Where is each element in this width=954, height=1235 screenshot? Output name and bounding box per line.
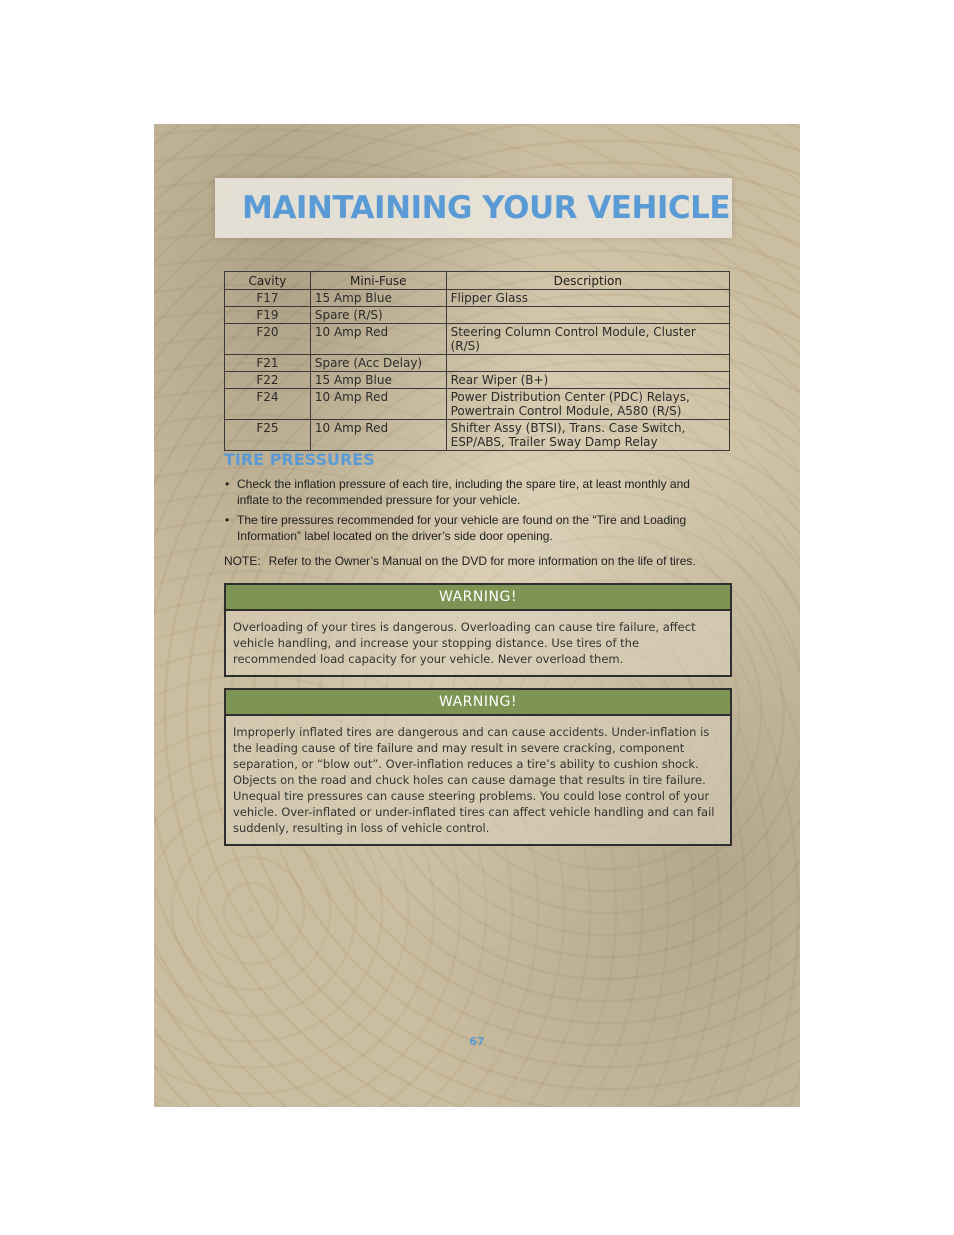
warning-header: WARNING! bbox=[226, 690, 730, 716]
fuse-table bbox=[224, 271, 730, 451]
cavity-cell: F19 bbox=[225, 307, 311, 324]
fuse-cell: 10 Amp Red bbox=[310, 420, 446, 451]
bullet-text: The tire pressures recommended for your vehicle are found on the “Tire and Loading Information” label located on the driver’s side door opening. bbox=[237, 513, 687, 543]
cavity-cell: F17 bbox=[225, 290, 311, 307]
table-row bbox=[225, 420, 730, 451]
page-number: 67 bbox=[469, 1035, 485, 1048]
note-text: Refer to the Owner’s Manual on the DVD for more information on the life of tires. bbox=[268, 554, 696, 568]
description-line: Shifter Assy (BTSI), Trans. Case Switch, bbox=[450, 421, 686, 435]
table-row bbox=[225, 324, 730, 355]
description-cell bbox=[446, 307, 729, 324]
fuse-cell: 15 Amp Blue bbox=[310, 372, 446, 389]
section-heading-tire-pressures: TIRE PRESSURES bbox=[224, 450, 375, 469]
cavity-cell: F25 bbox=[225, 420, 311, 451]
list-item bbox=[224, 512, 724, 544]
description-cell bbox=[446, 389, 729, 420]
page-title: MAINTAINING YOUR VEHICLE bbox=[242, 190, 731, 226]
bullet-text: Check the inflation pressure of each tire, including the spare tire, at least monthly and inflate to the recommended pressure for your vehicle. bbox=[237, 477, 690, 507]
column-header-description: Description bbox=[446, 272, 729, 290]
description-cell bbox=[446, 420, 729, 451]
warning-header: WARNING! bbox=[226, 585, 730, 611]
fuse-cell: Spare (Acc Delay) bbox=[310, 355, 446, 372]
fuse-cell: 15 Amp Blue bbox=[310, 290, 446, 307]
column-header-mini-fuse: Mini-Fuse bbox=[310, 272, 446, 290]
cavity-cell: F22 bbox=[225, 372, 311, 389]
table-row bbox=[225, 355, 730, 372]
note-label: NOTE: bbox=[224, 554, 261, 568]
table-header-row bbox=[225, 272, 730, 290]
bullet-icon: • bbox=[225, 513, 230, 527]
description-cell: Rear Wiper (B+) bbox=[446, 372, 729, 389]
description-line: Power Distribution Center (PDC) Relays, bbox=[450, 390, 690, 404]
table-row bbox=[225, 389, 730, 420]
cavity-cell: F20 bbox=[225, 324, 311, 355]
column-header-cavity: Cavity bbox=[225, 272, 311, 290]
warning-box-overloading bbox=[224, 583, 732, 677]
note bbox=[224, 554, 734, 568]
cavity-cell: F24 bbox=[225, 389, 311, 420]
table-row bbox=[225, 290, 730, 307]
table-row bbox=[225, 307, 730, 324]
manual-page bbox=[154, 124, 800, 1107]
warning-text: Improperly inflated tires are dangerous and can cause accidents. Under-inflation is the leading cause of tire failure and may result in severe cracking, component separation, or “blow out”. Over-inflation reduces a tire’s ability to cushion shock. Objects on the road and chuck holes can cause damage that results in tire failure. Unequal tire pressures can cause steering problems. You could lose control of your vehicle. Over-inflated or under-inflated tires can affect vehicle handling and can fail suddenly, resulting in loss of vehicle control. bbox=[233, 725, 715, 835]
fuse-cell: Spare (R/S) bbox=[310, 307, 446, 324]
description-line: ESP/ABS, Trailer Sway Damp Relay bbox=[450, 435, 658, 449]
fuse-cell: 10 Amp Red bbox=[310, 324, 446, 355]
description-line: Powertrain Control Module, A580 (R/S) bbox=[450, 404, 682, 418]
description-cell bbox=[446, 355, 729, 372]
warning-box-inflation bbox=[224, 688, 732, 846]
warning-text: Overloading of your tires is dangerous. Overloading can cause tire failure, affect vehicle handling, and increase your stopping distance. Use tires of the recommended load capacity for your vehicle. Never overload them. bbox=[233, 620, 696, 666]
bullet-icon: • bbox=[225, 477, 230, 491]
tire-pressure-bullet-list bbox=[224, 476, 724, 548]
description-cell: Steering Column Control Module, Cluster (R/S) bbox=[446, 324, 729, 355]
table-row bbox=[225, 372, 730, 389]
fuse-cell: 10 Amp Red bbox=[310, 389, 446, 420]
cavity-cell: F21 bbox=[225, 355, 311, 372]
list-item bbox=[224, 476, 724, 508]
description-cell: Flipper Glass bbox=[446, 290, 729, 307]
